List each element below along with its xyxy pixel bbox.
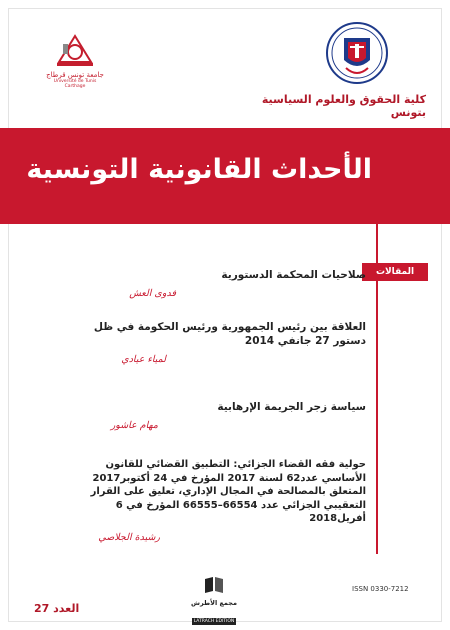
- article-item: [86, 320, 366, 365]
- book-icon: [203, 576, 225, 594]
- journal-title: الأحداث القانونية التونسية: [26, 154, 372, 185]
- publisher-logo: [186, 576, 242, 626]
- faculty-name: كلية الحقوق والعلوم السياسية بتونس: [261, 93, 426, 119]
- article-item: [86, 400, 366, 431]
- title-band: [0, 128, 450, 224]
- article-title: سياسة زجر الجريمة الإرهابية: [217, 401, 366, 413]
- issn-number: ISSN 0330-7212: [352, 585, 409, 593]
- publisher-name-ar: مجمع الأطرش: [191, 599, 237, 607]
- university-name-ar: جامعة تونس قرطاج: [46, 71, 104, 79]
- faculty-seal-icon: [322, 20, 392, 86]
- university-logo: [44, 32, 106, 89]
- article-title: صلاحيات المحكمة الدستورية: [221, 269, 366, 281]
- publisher-name-en: LATRACH EDITION: [193, 619, 235, 624]
- article-title: حولية فقه القضاء الجزائي: التطبيق القضائي للقانون الأساسي عدد62 لسنة 2017 المؤرخ في 24 أكتوبر2017 المتعلق بالمصالحة في المجال الإداري، تعليق على القرار التعقيبي الجزائي عدد 66554–66555 المؤرخ في 6 أفريل2018: [90, 459, 366, 524]
- article-item: [106, 268, 366, 299]
- article-title: العلاقة بين رئيس الجمهورية ورئيس الحكومة في ظل دستور 27 جانفي 2014: [93, 321, 366, 348]
- article-author: لمياء عيادي: [121, 354, 166, 366]
- university-emblem-icon: [53, 32, 97, 70]
- issue-number: العدد 27: [34, 602, 80, 615]
- university-name-en: Université de Tunis Carthage: [53, 79, 97, 90]
- article-author: مهام عاشور: [110, 420, 158, 432]
- section-label: المقالات: [362, 263, 428, 281]
- article-author: فدوى العش: [129, 288, 176, 300]
- article-item: [76, 458, 366, 543]
- article-author: رشيدة الجلاصي: [98, 531, 160, 543]
